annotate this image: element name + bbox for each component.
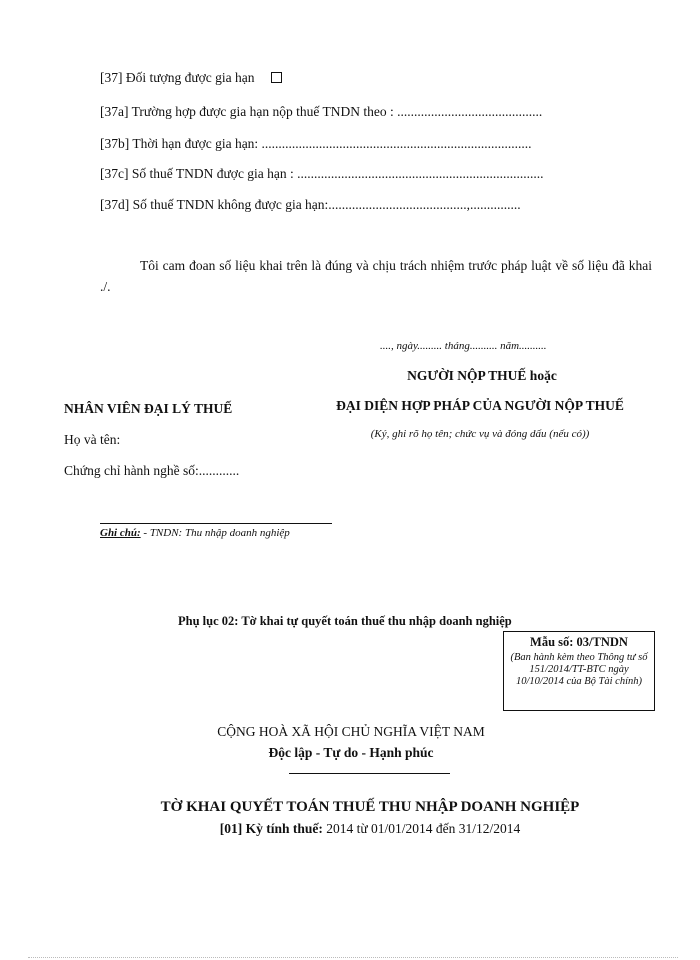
payer-note: (Ký, ghi rõ họ tên; chức vụ và đóng dấu (nếu có)) bbox=[370, 428, 590, 440]
footnote bbox=[100, 527, 290, 539]
appendix-title: Phụ lục 02: Tờ khai tự quyết toán thuế thu nhập doanh nghiệp bbox=[178, 614, 512, 628]
item-37c: [37c] Số thuế TNDN được gia hạn : ......................................................................... bbox=[100, 166, 544, 181]
motto: Độc lập - Tự do - Hạnh phúc bbox=[268, 745, 434, 760]
footnote-text: - TNDN: Thu nhập doanh nghiệp bbox=[140, 527, 290, 539]
payer-title-1: NGƯỜI NỘP THUẾ hoặc bbox=[407, 368, 557, 383]
tax-period-value: 2014 từ 01/01/2014 đến 31/12/2014 bbox=[322, 821, 521, 836]
agent-title: NHÂN VIÊN ĐẠI LÝ THUẾ bbox=[64, 401, 233, 416]
item-37a: [37a] Trường hợp được gia hạn nộp thuế TNDN theo : ........................................... bbox=[100, 104, 543, 119]
agent-name-field: Họ và tên: bbox=[64, 432, 121, 447]
form-code: Mẫu số: 03/TNDN bbox=[530, 635, 628, 649]
tax-period bbox=[100, 821, 640, 837]
tax-period-label: [01] Kỳ tính thuế: bbox=[219, 821, 323, 836]
payer-title-2: ĐẠI DIỆN HỢP PHÁP CỦA NGƯỜI NỘP THUẾ bbox=[336, 398, 624, 413]
page-edge bbox=[28, 957, 678, 958]
form-code-box bbox=[503, 631, 655, 711]
item-37b: [37b] Thời hạn được gia hạn: ................................................................................ bbox=[100, 136, 532, 151]
country-header: CỘNG HOÀ XÃ HỘI CHỦ NGHĨA VIỆT NAM bbox=[217, 724, 485, 739]
item-37-checkbox[interactable] bbox=[271, 72, 282, 83]
footnote-label: Ghi chú: bbox=[100, 527, 141, 539]
date-line: ...., ngày......... tháng.......... năm.......... bbox=[380, 340, 547, 352]
item-37 bbox=[100, 70, 282, 86]
declaration-text: Tôi cam đoan số liệu khai trên là đúng và chịu trách nhiệm trước pháp luật về số liệu đã khai ./. bbox=[100, 258, 652, 294]
form-title: TỜ KHAI QUYẾT TOÁN THUẾ THU NHẬP DOANH NGHIỆP bbox=[160, 799, 580, 815]
item-37-label: [37] Đối tượng được gia hạn bbox=[100, 70, 255, 85]
agent-cert-field: Chứng chỉ hành nghề số:............ bbox=[64, 463, 240, 478]
item-37d: [37d] Số thuế TNDN không được gia hạn:.........................................,............... bbox=[100, 197, 521, 212]
declaration-paragraph bbox=[100, 255, 652, 297]
motto-underline bbox=[289, 773, 450, 774]
footnote-divider bbox=[100, 523, 332, 524]
form-code-note: (Ban hành kèm theo Thông tư số 151/2014/TT-BTC ngày 10/10/2014 của Bộ Tài chính) bbox=[510, 652, 648, 687]
